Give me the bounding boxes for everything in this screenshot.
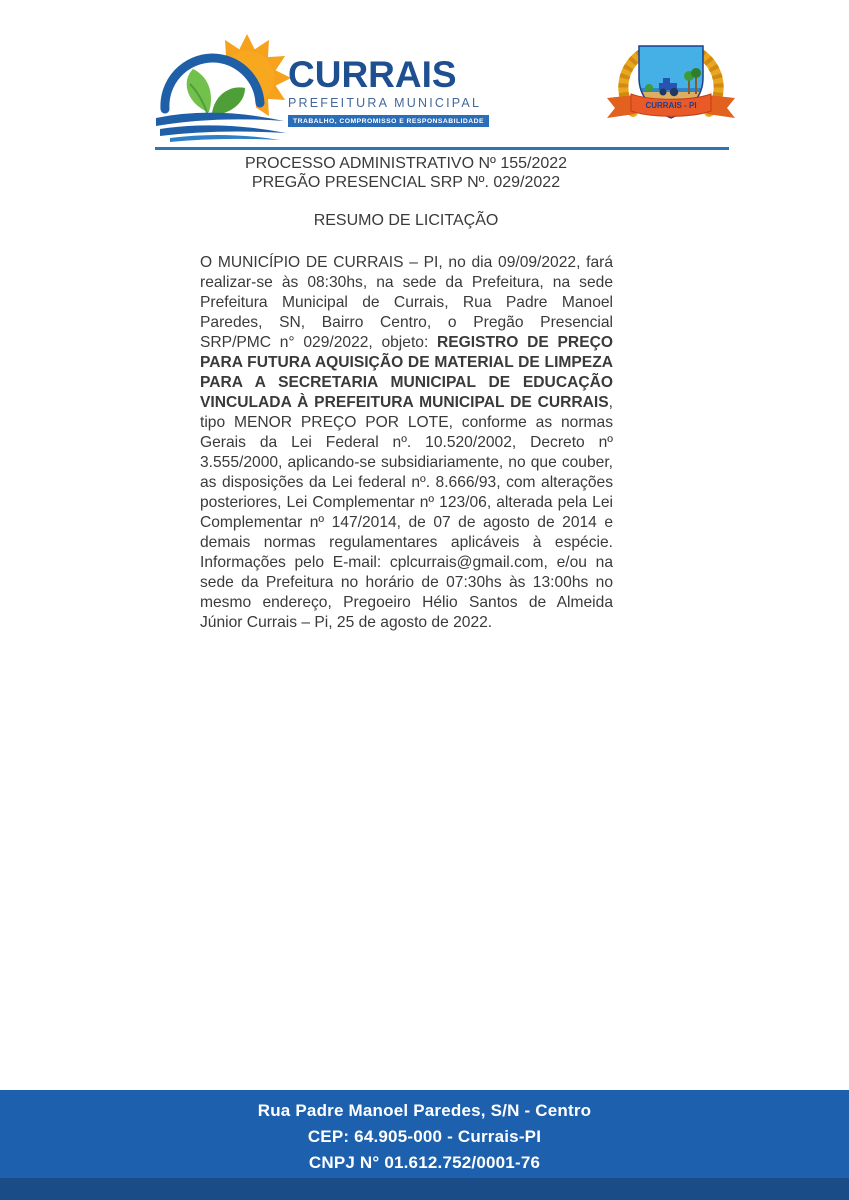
body-paragraph	[200, 253, 613, 633]
footer-address-line: Rua Padre Manoel Paredes, S/N - Centro	[257, 1101, 592, 1120]
footer	[0, 1090, 849, 1178]
paragraph-intro: O MUNICÍPIO DE CURRAIS – PI, no dia 09/09/2022, fará realizar-se às 08:30hs, na sede da Prefeitura, na sede Prefeitura Municipal de Currais, Rua Padre Manoel Paredes, SN, Bairro Centro, o Pregão Presencial SRP/PMC n° 029/2022, objeto:	[200, 254, 613, 351]
sun-field-leaf-logo-icon	[152, 28, 292, 142]
coat-of-arms-icon	[601, 38, 741, 138]
paragraph-object-bold: REGISTRO DE PREÇO PARA FUTURA AQUISIÇÃO DE MATERIAL DE LIMPEZA PARA A SECRETARIA MUNICIPAL DE EDUCAÇÃO VINCULADA À PREFEITURA MUNICIPAL DE CURRAIS	[200, 334, 613, 411]
header-divider	[155, 147, 729, 150]
logo-subtitle: PREFEITURA MUNICIPAL	[288, 96, 482, 110]
document-heading	[200, 154, 612, 192]
crest-ribbon-label: CURRAIS - PI	[645, 101, 697, 110]
footer-bottom-strip	[0, 1178, 849, 1200]
logo-brand: CURRAIS	[288, 54, 457, 95]
prefeitura-logo	[152, 26, 484, 138]
footer-cep-line: CEP: 64.905-000 - Currais-PI	[307, 1127, 542, 1146]
footer-cnpj-line: CNPJ N° 01.612.752/0001-76	[308, 1153, 541, 1172]
process-number-line: PROCESSO ADMINISTRATIVO Nº 155/2022	[244, 155, 568, 172]
pregao-number-line: PREGÃO PRESENCIAL SRP Nº. 029/2022	[251, 174, 561, 191]
paragraph-rest: , tipo MENOR PREÇO POR LOTE, conforme as normas Gerais da Lei Federal nº. 10.520/2002, Decreto nº 3.555/2000, aplicando-se subsidiariamente, no que couber, as disposições da Lei federal nº. 8.666/93, com alterações posteriores, Lei Complementar nº 123/06, alterada pela Lei Complementar nº 147/2014, de 07 de agosto de 2014 e demais normas regulamentares aplicáveis à espécie. Informações pelo E-mail: cplcurrais@gmail.com, e/ou na sede da Prefeitura no horário de 07:30hs às 13:00hs no mesmo endereço, Pregoeiro Hélio Santos de Almeida Júnior Currais – Pi, 25 de agosto de 2022.	[200, 394, 613, 631]
logo-tagline-badge: TRABALHO, COMPROMISSO E RESPONSABILIDADE	[288, 115, 489, 127]
section-title: RESUMO DE LICITAÇÃO	[313, 212, 499, 229]
